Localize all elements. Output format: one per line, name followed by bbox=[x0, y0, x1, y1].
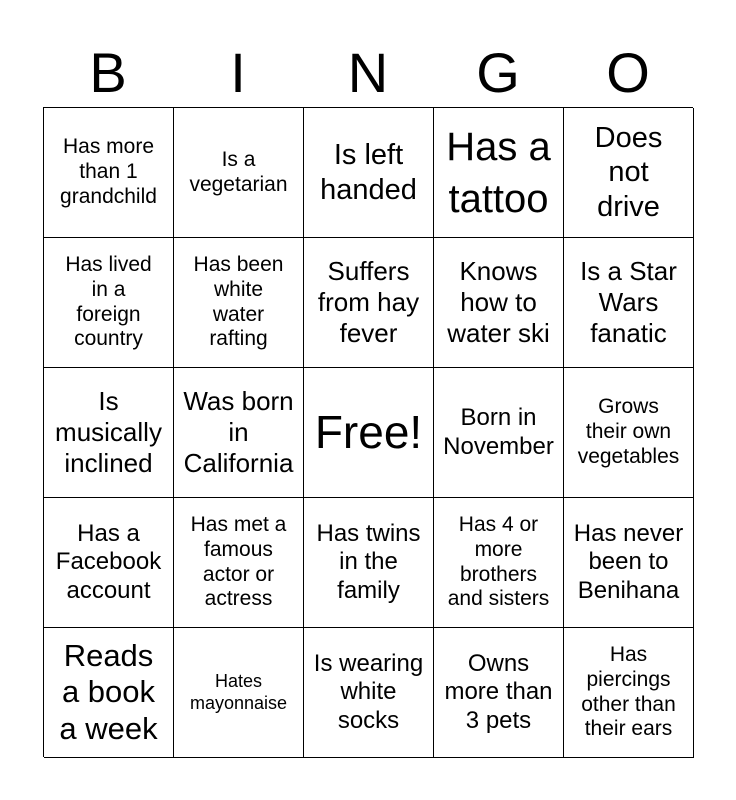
bingo-cell[interactable] bbox=[44, 238, 174, 368]
cell-text: Has lived in a foreign country bbox=[65, 252, 152, 351]
free-space-text: Free! bbox=[314, 406, 423, 459]
cell-text: Is left handed bbox=[320, 139, 417, 206]
bingo-cell[interactable] bbox=[304, 238, 434, 368]
bingo-cell[interactable] bbox=[44, 498, 174, 628]
free-space-cell[interactable] bbox=[304, 368, 434, 498]
cell-text: Is a Star Wars fanatic bbox=[580, 256, 677, 348]
cell-text: Is musically inclined bbox=[55, 386, 162, 478]
header-letter-b: B bbox=[89, 41, 127, 104]
bingo-card-grid bbox=[43, 107, 693, 757]
cell-text: Born in November bbox=[443, 404, 554, 460]
bingo-cell[interactable] bbox=[44, 368, 174, 498]
bingo-cell[interactable] bbox=[564, 628, 694, 758]
cell-text: Was born in California bbox=[183, 386, 294, 478]
bingo-cell[interactable] bbox=[44, 108, 174, 238]
bingo-cell[interactable] bbox=[434, 498, 564, 628]
cell-text: Has been white water rafting bbox=[193, 252, 284, 351]
bingo-cell[interactable] bbox=[174, 628, 304, 758]
cell-text: Knows how to water ski bbox=[447, 256, 550, 348]
cell-text: Has a Facebook account bbox=[55, 520, 162, 604]
header-letter-o: O bbox=[606, 41, 650, 104]
cell-text: Has 4 or more brothers and sisters bbox=[447, 512, 550, 611]
cell-text: Does not drive bbox=[594, 122, 663, 223]
cell-text: Has met a famous actor or actress bbox=[190, 512, 287, 611]
cell-text: Is wearing white socks bbox=[313, 650, 424, 734]
bingo-cell[interactable] bbox=[174, 108, 304, 238]
bingo-cell[interactable] bbox=[434, 368, 564, 498]
bingo-cell[interactable] bbox=[434, 628, 564, 758]
bingo-cell[interactable] bbox=[564, 368, 694, 498]
bingo-cell[interactable] bbox=[44, 628, 174, 758]
cell-text: Is a vegetarian bbox=[189, 147, 288, 196]
bingo-cell[interactable] bbox=[174, 238, 304, 368]
cell-text: Has piercings other than their ears bbox=[581, 642, 676, 741]
bingo-cell[interactable] bbox=[304, 498, 434, 628]
bingo-cell[interactable] bbox=[434, 238, 564, 368]
cell-text: Has never been to Benihana bbox=[573, 520, 684, 604]
bingo-cell[interactable] bbox=[564, 498, 694, 628]
bingo-header bbox=[43, 40, 693, 106]
bingo-cell[interactable] bbox=[564, 238, 694, 368]
cell-text: Hates mayonnaise bbox=[189, 671, 288, 713]
bingo-cell[interactable] bbox=[174, 368, 304, 498]
cell-text: Grows their own vegetables bbox=[577, 395, 680, 468]
bingo-cell[interactable] bbox=[304, 108, 434, 238]
bingo-cell[interactable] bbox=[304, 628, 434, 758]
cell-text: Suffers from hay fever bbox=[317, 256, 420, 348]
header-letter-n: N bbox=[347, 41, 389, 104]
bingo-cell[interactable] bbox=[434, 108, 564, 238]
header-letter-i: I bbox=[230, 41, 246, 104]
bingo-cell[interactable] bbox=[564, 108, 694, 238]
cell-text: Has twins in the family bbox=[316, 520, 421, 604]
header-letter-g: G bbox=[476, 41, 520, 104]
cell-text: Owns more than 3 pets bbox=[444, 650, 553, 734]
cell-text: Has a tattoo bbox=[446, 124, 551, 221]
cell-text: Has more than 1 grandchild bbox=[60, 135, 157, 208]
bingo-cell[interactable] bbox=[174, 498, 304, 628]
cell-text: Reads a book a week bbox=[59, 637, 158, 746]
